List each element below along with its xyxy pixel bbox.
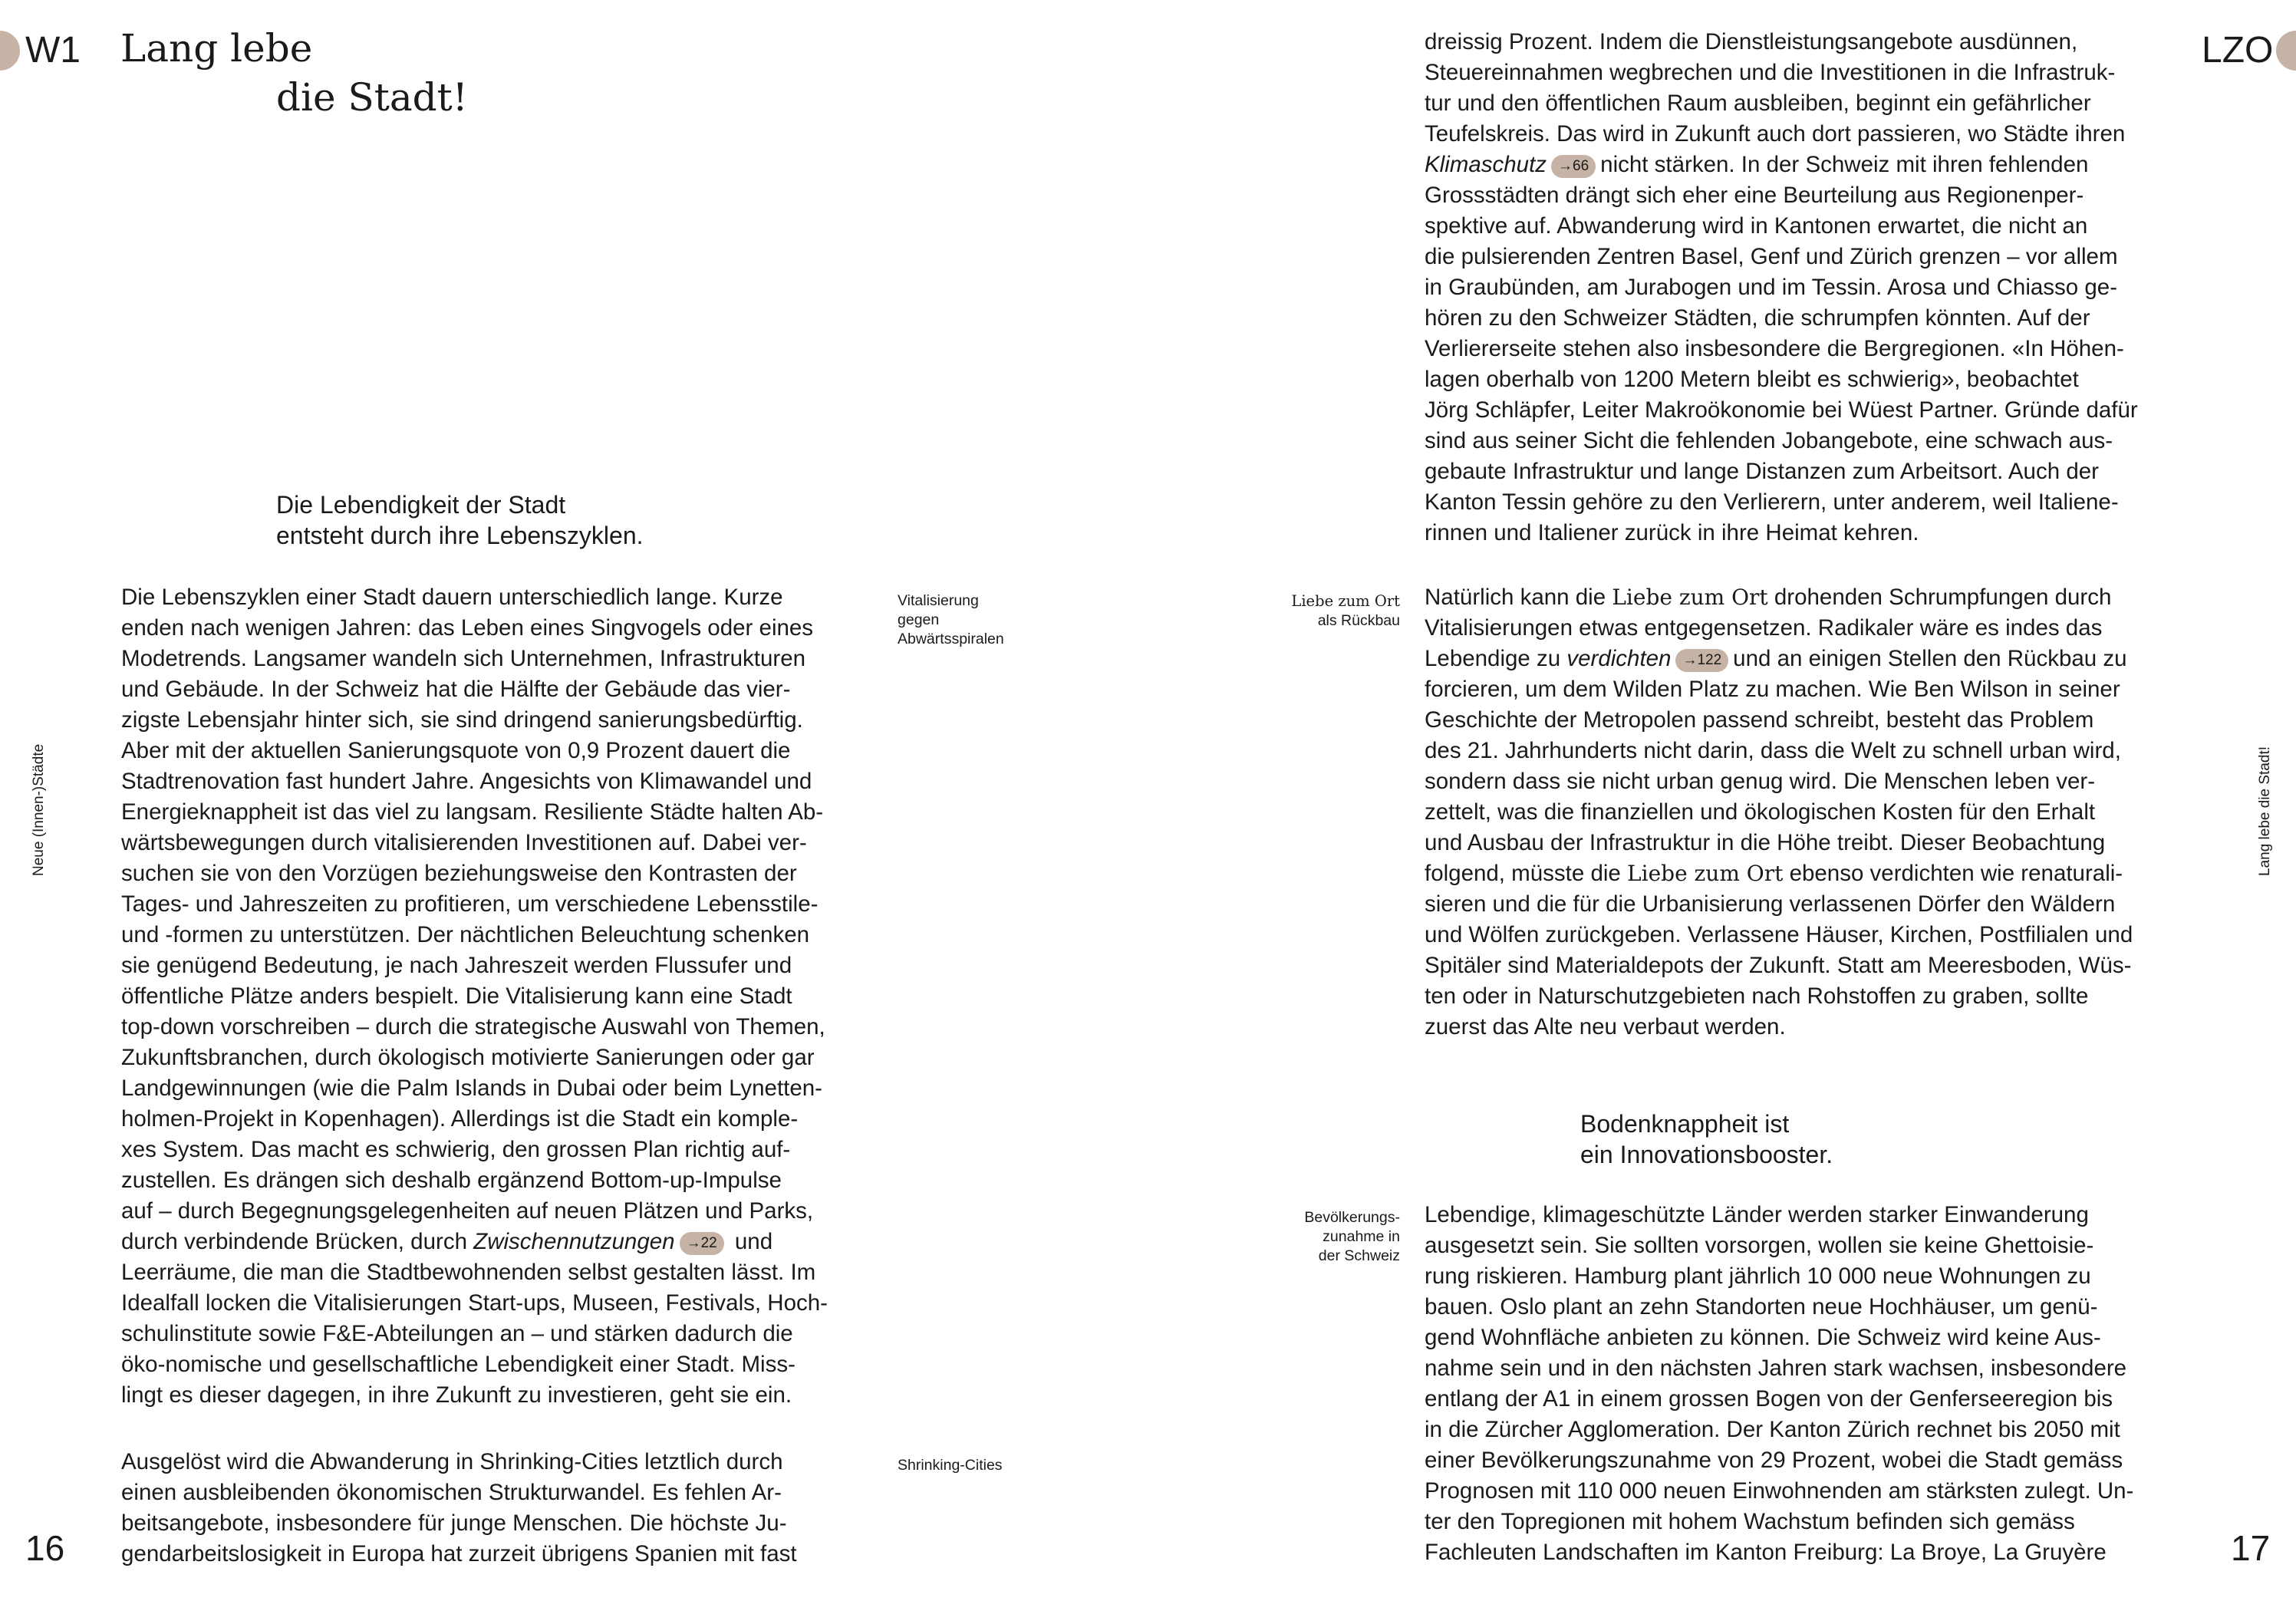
term-liebe-zum-ort: Liebe zum Ort bbox=[1627, 861, 1784, 886]
text-line: sieren und die für die Urbanisierung verlassenen Dörfer den Wäldern bbox=[1425, 891, 2116, 917]
margin-note-liebe-sub: als Rückbau bbox=[1317, 612, 1400, 629]
section-code-right: LZO bbox=[2202, 30, 2274, 71]
page-reference-122[interactable]: →122 bbox=[1675, 649, 1728, 672]
text-line: Leerräume, die man die Stadtbewohnenden selbst gestalten lässt. Im bbox=[121, 1260, 816, 1285]
text-line: einer Bevölkerungszunahme von 29 Prozent, wobei die Stadt gemäss bbox=[1425, 1448, 2123, 1473]
body-text-left-p1 bbox=[121, 582, 828, 1411]
term-klimaschutz: Klimaschutz bbox=[1425, 152, 1547, 177]
text-line: Kanton Tessin gehöre zu den Verlierern, unter anderem, weil Italiene- bbox=[1425, 489, 2119, 515]
text-line: lagen oberhalb von 1200 Metern bleibt es schwierig», beobachtet bbox=[1425, 367, 2079, 392]
text-line: top-down vorschreiben – durch die strategische Auswahl von Themen, bbox=[121, 1014, 825, 1039]
text-line: Modetrends. Langsamer wandeln sich Unternehmen, Infrastrukturen bbox=[121, 646, 806, 671]
text-line: die pulsierenden Zentren Basel, Genf und Zürich grenzen – vor allem bbox=[1425, 244, 2118, 269]
text-fragment: Natürlich kann die bbox=[1425, 585, 1612, 610]
text-fragment: folgend, müsste die bbox=[1425, 861, 1628, 886]
text-fragment: und bbox=[728, 1229, 773, 1254]
text-line: ter den Topregionen mit hohem Wachstum befinden sich gemäss bbox=[1425, 1509, 2075, 1534]
text-line: Steuereinnahmen wegbrechen und die Investitionen in die Infrastruk- bbox=[1425, 60, 2116, 85]
text-line: Prognosen mit 110 000 neuen Einwohnenden am stärksten zulegt. Un- bbox=[1425, 1478, 2134, 1504]
text-line: xes System. Das macht es schwierig, den grossen Plan richtig auf- bbox=[121, 1137, 791, 1162]
text-line: Vitalisierungen etwas entgegensetzen. Radikaler wäre es indes das bbox=[1425, 615, 2103, 641]
text-line: und Gebäude. In der Schweiz hat die Hälfte der Gebäude das vier- bbox=[121, 677, 791, 702]
body-text-right-p2 bbox=[1425, 582, 2133, 1043]
text-line: entlang der A1 in einem grossen Bogen von der Genferseeregion bis bbox=[1425, 1386, 2113, 1412]
text-fragment: und an einigen Stellen den Rückbau zu bbox=[1733, 646, 2127, 671]
margin-note-shrinking-cities: Shrinking-Cities bbox=[898, 1457, 1003, 1474]
text-line: hören zu den Schweizer Städten, die schrumpfen könnten. Auf der bbox=[1425, 305, 2090, 331]
text-line: nahme sein und in den nächsten Jahren stark wachsen, insbesondere bbox=[1425, 1356, 2127, 1381]
section-tab-dot-left bbox=[0, 31, 20, 71]
text-line-with-term bbox=[1425, 858, 2133, 889]
text-line: zettelt, was die finanziellen und ökologischen Kosten für den Erhalt bbox=[1425, 799, 2096, 825]
text-line: wärtsbewegungen durch vitalisierenden Investitionen auf. Dabei ver- bbox=[121, 830, 807, 855]
text-line: Tages- und Jahreszeiten zu profitieren, um verschiedene Lebensstile- bbox=[121, 891, 819, 917]
text-line: Ausgelöst wird die Abwanderung in Shrinking-Cities letztlich durch bbox=[121, 1449, 783, 1474]
text-line: Stadtrenovation fast hundert Jahre. Angesichts von Klimawandel und bbox=[121, 769, 812, 794]
text-line: gend Wohnfläche anbieten zu können. Die Schweiz wird keine Aus- bbox=[1425, 1325, 2101, 1350]
page-reference-22[interactable]: →22 bbox=[680, 1232, 724, 1255]
text-line: sondern dass sie nicht urban genug wird. Die Menschen leben ver- bbox=[1425, 769, 2096, 794]
chapter-title-line-2: die Stadt! bbox=[276, 75, 468, 120]
margin-note-liebe-term: Liebe zum Ort bbox=[1291, 592, 1400, 610]
section-tab-dot-right bbox=[2276, 31, 2296, 71]
term-zwischennutzungen: Zwischennutzungen bbox=[473, 1229, 675, 1254]
text-line: Spitäler sind Materialdepots der Zukunft. Statt am Meeresboden, Wüs- bbox=[1425, 953, 2132, 978]
text-line: lingt es dieser dagegen, in ihre Zukunft zu investieren, geht sie ein. bbox=[121, 1382, 792, 1408]
text-line: in die Zürcher Agglomeration. Der Kanton Zürich rechnet bis 2050 mit bbox=[1425, 1417, 2120, 1442]
text-line: suchen sie von den Vorzügen beziehungsweise den Kontrasten der bbox=[121, 861, 797, 886]
text-line: in Graubünden, am Jurabogen und im Tessin. Arosa und Chiasso ge- bbox=[1425, 275, 2118, 300]
margin-note-bevoelkerung: Bevölkerungs- zunahme in der Schweiz bbox=[1304, 1209, 1400, 1264]
text-line: Die Lebenszyklen einer Stadt dauern unterschiedlich lange. Kurze bbox=[121, 585, 783, 610]
text-line: auf – durch Begegnungsgelegenheiten auf neuen Plätzen und Parks, bbox=[121, 1198, 814, 1224]
text-line: sie genügend Bedeutung, je nach Jahreszeit werden Flussufer und bbox=[121, 953, 792, 978]
text-line: zigste Lebensjahr hinter sich, sie sind dringend sanierungsbedürftig. bbox=[121, 707, 803, 733]
text-line: Jörg Schläpfer, Leiter Makroökonomie bei Wüest Partner. Gründe dafür bbox=[1425, 397, 2138, 423]
text-line: ten oder in Naturschutzgebieten nach Rohstoffen zu graben, sollte bbox=[1425, 983, 2089, 1009]
text-line: schulinstitute sowie F&E-Abteilungen an – und stärken dadurch die bbox=[121, 1321, 793, 1346]
text-line: enden nach wenigen Jahren: das Leben eines Singvogels oder eines bbox=[121, 615, 814, 641]
text-line: Teufelskreis. Das wird in Zukunft auch dort passieren, wo Städte ihren bbox=[1425, 121, 2126, 147]
text-line: rinnen und Italiener zurück in ihre Heimat kehren. bbox=[1425, 520, 1919, 545]
text-line: Geschichte der Metropolen passend schreibt, besteht das Problem bbox=[1425, 707, 2094, 733]
text-line: sind aus seiner Sicht die fehlenden Jobangebote, eine schwach aus- bbox=[1425, 428, 2113, 453]
text-line: rung riskieren. Hamburg plant jährlich 10 000 neue Wohnungen zu bbox=[1425, 1263, 2091, 1289]
text-fragment: Lebendige zu bbox=[1425, 646, 1567, 671]
text-line: gebaute Infrastruktur und lange Distanzen zum Arbeitsort. Auch der bbox=[1425, 459, 2099, 484]
text-line: Landgewinnungen (wie die Palm Islands in Dubai oder beim Lynetten- bbox=[121, 1076, 822, 1101]
text-line: Aber mit der aktuellen Sanierungsquote von 0,9 Prozent dauert die bbox=[121, 738, 791, 763]
text-line: beitsangebote, insbesondere für junge Menschen. Die höchste Ju- bbox=[121, 1510, 787, 1536]
text-line: und -formen zu unterstützen. Der nächtlichen Beleuchtung schenken bbox=[121, 922, 810, 947]
text-line: Idealfall locken die Vitalisierungen Start-ups, Museen, Festivals, Hoch- bbox=[121, 1290, 828, 1316]
text-line: Verliererseite stehen also insbesondere die Bergregionen. «In Höhen- bbox=[1425, 336, 2124, 361]
text-line: und Wölfen zurückgeben. Verlassene Häuser, Kirchen, Postfilialen und bbox=[1425, 922, 2133, 947]
text-line: Zukunftsbranchen, durch ökologisch motivierte Sanierungen oder gar bbox=[121, 1045, 815, 1070]
section-code-left: W1 bbox=[25, 30, 81, 71]
margin-note-vitalisierung: Vitalisierung gegen Abwärtsspiralen bbox=[898, 592, 1004, 647]
running-head-right: Lang lebe die Stadt! bbox=[2257, 746, 2273, 876]
page-number-left: 16 bbox=[25, 1528, 65, 1568]
page-reference-66[interactable]: →66 bbox=[1551, 155, 1596, 178]
text-line: Lebendige, klimageschützte Länder werden starker Einwanderung bbox=[1425, 1202, 2089, 1227]
chapter-title-line-1: Lang lebe bbox=[120, 26, 313, 71]
text-line: bauen. Oslo plant an zehn Standorten neue Hochhäuser, um genü- bbox=[1425, 1294, 2098, 1319]
running-head-left: Neue (Innen-)Städte bbox=[31, 743, 47, 876]
text-line: ausgesetzt sein. Sie sollten vorsorgen, wollen sie keine Ghettoisie- bbox=[1425, 1233, 2094, 1258]
body-text-right-p3 bbox=[1425, 1200, 2133, 1568]
pull-quote-left: Die Lebendigkeit der Stadt entsteht durch ihre Lebenszyklen. bbox=[276, 491, 644, 549]
text-fragment: drohenden Schrumpfungen durch bbox=[1767, 585, 2112, 610]
text-line-with-term bbox=[1425, 582, 2133, 613]
text-line: einen ausbleibenden ökonomischen Strukturwandel. Es fehlen Ar- bbox=[121, 1480, 782, 1505]
term-verdichten: verdichten bbox=[1566, 646, 1672, 671]
text-line: gendarbeitslosigkeit in Europa hat zurzeit übrigens Spanien mit fast bbox=[121, 1541, 797, 1566]
text-fragment: nicht stärken. In der Schweiz mit ihren fehlenden bbox=[1600, 152, 2089, 177]
text-line: Energieknappheit ist das viel zu langsam. Resiliente Städte halten Ab- bbox=[121, 799, 824, 825]
text-fragment: ebenso verdichten wie renaturali- bbox=[1783, 861, 2123, 886]
text-line: und Ausbau der Infrastruktur in die Höhe treibt. Dieser Beobachtung bbox=[1425, 830, 2106, 855]
text-line: forcieren, um dem Wilden Platz zu machen. Wie Ben Wilson in seiner bbox=[1425, 677, 2120, 702]
text-line: dreissig Prozent. Indem die Dienstleistungsangebote ausdünnen, bbox=[1425, 29, 2078, 54]
text-line: Grossstädten drängt sich eher eine Beurteilung aus Regionenper- bbox=[1425, 183, 2084, 208]
text-line-with-reference bbox=[1425, 150, 2138, 180]
term-liebe-zum-ort: Liebe zum Ort bbox=[1612, 585, 1768, 610]
text-line: holmen-Projekt in Kopenhagen). Allerdings ist die Stadt ein komple- bbox=[121, 1106, 799, 1132]
text-line: tur und den öffentlichen Raum ausbleiben, beginnt ein gefährlicher bbox=[1425, 91, 2091, 116]
text-line: des 21. Jahrhunderts nicht darin, dass die Welt zu schnell urban wird, bbox=[1425, 738, 2121, 763]
text-line-with-reference bbox=[121, 1227, 828, 1257]
text-line: öko-nomische und gesellschaftliche Lebendigkeit einer Stadt. Miss- bbox=[121, 1352, 796, 1377]
body-text-right-p1 bbox=[1425, 27, 2138, 548]
body-text-left-p2 bbox=[121, 1447, 797, 1570]
text-line: Fachleuten Landschaften im Kanton Freiburg: La Broye, La Gruyère bbox=[1425, 1540, 2107, 1565]
pull-quote-right: Bodenknappheit ist ein Innovationsbooster. bbox=[1580, 1110, 1833, 1168]
text-fragment: durch verbindende Brücken, durch bbox=[121, 1229, 474, 1254]
page-number-right: 17 bbox=[2231, 1528, 2271, 1568]
margin-note-liebe-zum-ort bbox=[1227, 591, 1400, 631]
text-line: öffentliche Plätze anders bespielt. Die Vitalisierung kann eine Stadt bbox=[121, 983, 792, 1009]
text-line: spektive auf. Abwanderung wird in Kantonen erwartet, die nicht an bbox=[1425, 213, 2088, 239]
text-line: zuerst das Alte neu verbaut werden. bbox=[1425, 1014, 1786, 1039]
text-line: zustellen. Es drängen sich deshalb ergänzend Bottom-up-Impulse bbox=[121, 1168, 782, 1193]
text-line-with-reference bbox=[1425, 644, 2133, 674]
